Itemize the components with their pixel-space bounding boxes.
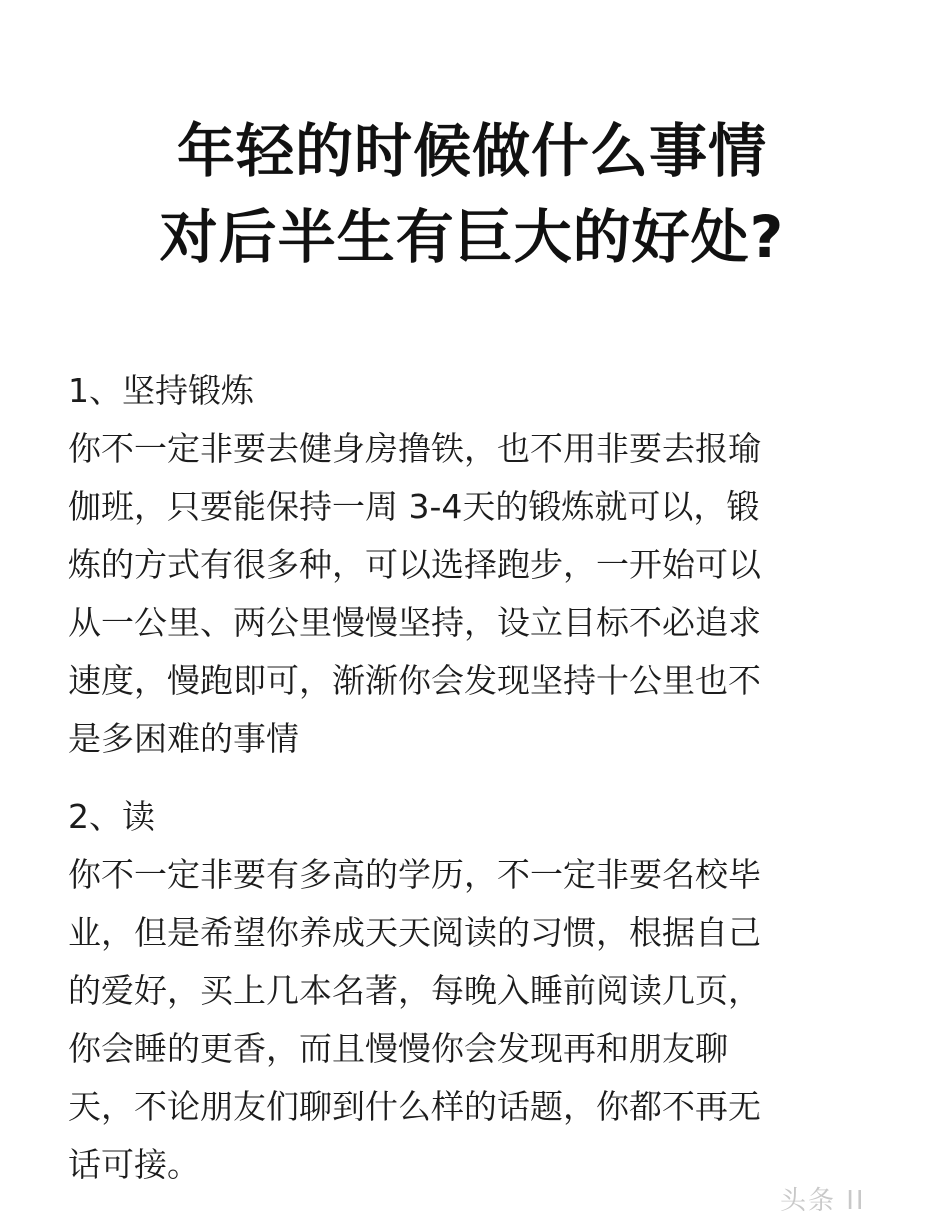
paragraph-line: 从一公里、两公里慢慢坚持，设立目标不必追求 bbox=[68, 603, 761, 642]
paragraph-line: 的爱好，买上几本名著，每晚入睡前阅读几页， bbox=[68, 971, 761, 1010]
section-exercise bbox=[68, 362, 888, 768]
paragraph-line: 话可接。 bbox=[68, 1145, 200, 1184]
paragraph-line: 是多困难的事情 bbox=[68, 719, 299, 758]
paragraph-line: 速度，慢跑即可，渐渐你会发现坚持十公里也不 bbox=[68, 661, 761, 700]
section-reading bbox=[68, 788, 888, 1194]
paragraph-line: 炼的方式有很多种，可以选择跑步，一开始可以 bbox=[68, 545, 761, 584]
paragraph-line: 天，不论朋友们聊到什么样的话题，你都不再无 bbox=[68, 1087, 761, 1126]
title-line-2: 对后半生有巨大的好处? bbox=[159, 203, 785, 271]
section-heading: 1、坚持锻炼 bbox=[68, 371, 254, 410]
section-heading: 2、读 bbox=[68, 797, 155, 836]
title-line-1: 年轻的时候做什么事情 bbox=[176, 117, 767, 185]
paragraph-line: 你不一定非要去健身房撸铁，也不用非要去报瑜 bbox=[68, 429, 761, 468]
paragraph-line: 业，但是希望你养成天天阅读的习惯，根据自己 bbox=[68, 913, 761, 952]
paragraph-line: 你会睡的更香，而且慢慢你会发现再和朋友聊 bbox=[68, 1029, 728, 1068]
article-title bbox=[0, 108, 944, 280]
paragraph-line: 伽班，只要能保持一周 3-4天的锻炼就可以，锻 bbox=[68, 487, 760, 526]
watermark: 头条 II bbox=[780, 1186, 866, 1216]
paragraph-line: 你不一定非要有多高的学历，不一定非要名校毕 bbox=[68, 855, 761, 894]
